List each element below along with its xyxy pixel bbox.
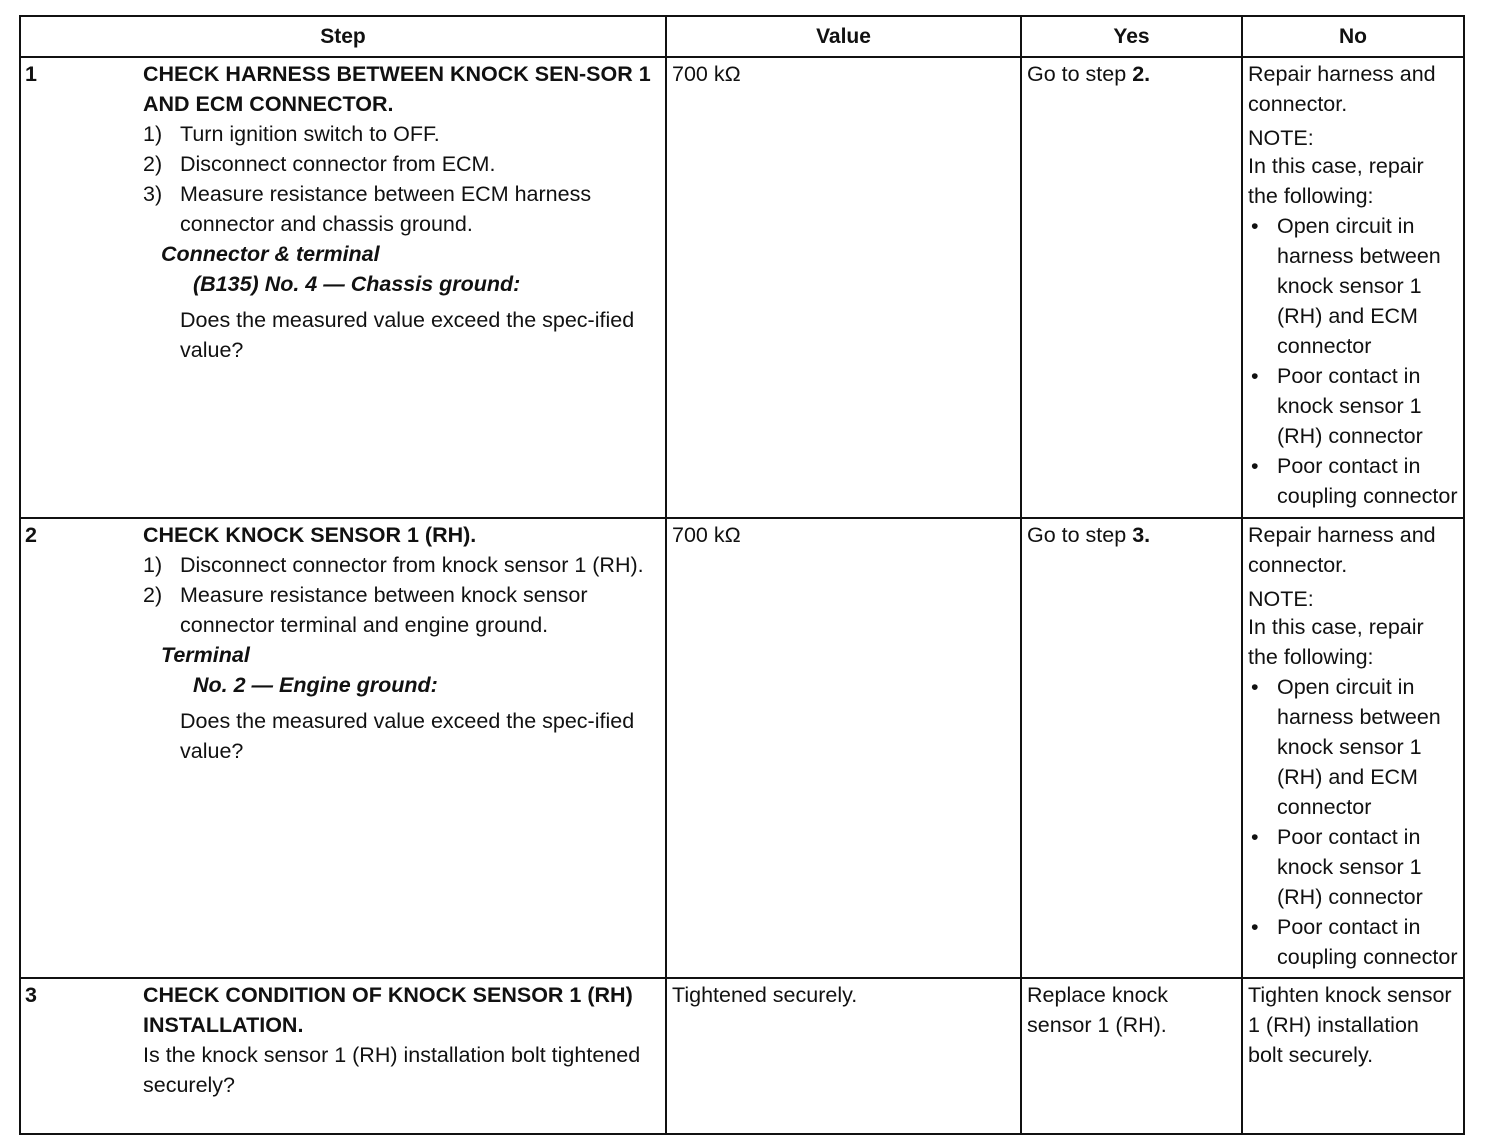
- yes-prefix: Go to step: [1027, 523, 1127, 547]
- step-cell: [20, 57, 666, 518]
- note-label: NOTE:: [1248, 126, 1314, 150]
- item-text: Turn ignition switch to OFF.: [180, 122, 440, 146]
- item-text: Measure resistance between ECM harness connector and chassis ground.: [180, 182, 592, 236]
- yes-prefix: Go to step: [1027, 62, 1127, 86]
- value-text: 700 kΩ: [672, 62, 741, 86]
- spec-label: Connector & terminal: [161, 242, 380, 266]
- step-cell: [20, 978, 666, 1134]
- yes-text: [1022, 58, 1241, 89]
- list-item: [143, 580, 661, 640]
- bullet-icon: •: [1251, 825, 1259, 849]
- step-title: CHECK CONDITION OF KNOCK SENSOR 1 (RH) INSTALLATION.: [143, 983, 633, 1037]
- item-number: 1): [143, 122, 163, 146]
- note-text: In this case, repair the following:: [1248, 615, 1424, 669]
- bullet-icon: •: [1251, 364, 1259, 388]
- value-text: 700 kΩ: [672, 523, 741, 547]
- no-cell: [1242, 518, 1464, 978]
- value-cell: [666, 978, 1021, 1134]
- list-item: [1248, 672, 1458, 822]
- list-item: [1248, 211, 1458, 361]
- list-item: [1248, 912, 1458, 972]
- header-value: Value: [666, 16, 1021, 57]
- step-cell: [20, 518, 666, 978]
- item-text: Disconnect connector from knock sensor 1 (RH).: [180, 553, 644, 577]
- spec-label: Terminal: [161, 643, 250, 667]
- bullet-icon: •: [1251, 915, 1259, 939]
- yes-text: [1022, 519, 1241, 550]
- bullet-icon: •: [1251, 454, 1259, 478]
- header-no: No: [1242, 16, 1464, 57]
- no-cell: [1242, 978, 1464, 1134]
- yes-cell: [1021, 57, 1242, 518]
- note-label: NOTE:: [1248, 587, 1314, 611]
- header-row: [20, 16, 1464, 57]
- note-text: In this case, repair the following:: [1248, 154, 1424, 208]
- list-item: [143, 149, 661, 179]
- list-item: [143, 119, 661, 149]
- step-number: 1: [25, 62, 37, 86]
- step-title: CHECK KNOCK SENSOR 1 (RH).: [143, 523, 477, 547]
- no-main-text: Repair harness and connector.: [1248, 62, 1436, 116]
- yes-cell: [1021, 978, 1242, 1134]
- step-number: 3: [25, 983, 37, 1007]
- bullet-text: Open circuit in harness between knock sensor 1 (RH) and ECM connector: [1277, 214, 1441, 358]
- table-row: [20, 978, 1464, 1134]
- yes-text: Replace knock sensor 1 (RH).: [1027, 983, 1169, 1037]
- list-item: [1248, 361, 1458, 451]
- list-item: [1248, 822, 1458, 912]
- bullet-text: Poor contact in knock sensor 1 (RH) connector: [1277, 364, 1423, 448]
- item-number: 2): [143, 152, 163, 176]
- diagnostic-table: [19, 15, 1465, 1135]
- step-question: Is the knock sensor 1 (RH) installation bolt tightened securely?: [143, 1043, 641, 1097]
- bullet-text: Poor contact in coupling connector: [1277, 454, 1458, 508]
- item-number: 3): [143, 182, 163, 206]
- spec-value: No. 2 — Engine ground:: [193, 673, 438, 697]
- step-ref: 2.: [1132, 62, 1151, 86]
- table-row: [20, 57, 1464, 518]
- bullet-text: Poor contact in knock sensor 1 (RH) connector: [1277, 825, 1423, 909]
- list-item: [143, 179, 661, 239]
- step-question: Does the measured value exceed the spec-ified value?: [180, 308, 635, 362]
- table-row: [20, 518, 1464, 978]
- header-yes: Yes: [1021, 16, 1242, 57]
- value-text: Tightened securely.: [672, 983, 858, 1007]
- list-item: [1248, 451, 1458, 511]
- bullet-icon: •: [1251, 214, 1259, 238]
- no-cell: [1242, 57, 1464, 518]
- item-number: 2): [143, 583, 163, 607]
- list-item: [143, 550, 661, 580]
- step-question: Does the measured value exceed the spec-ified value?: [180, 709, 635, 763]
- item-text: Disconnect connector from ECM.: [180, 152, 496, 176]
- no-main-text: Repair harness and connector.: [1248, 523, 1436, 577]
- bullet-text: Open circuit in harness between knock sensor 1 (RH) and ECM connector: [1277, 675, 1441, 819]
- step-title: CHECK HARNESS BETWEEN KNOCK SEN-SOR 1 AND ECM CONNECTOR.: [143, 62, 651, 116]
- value-cell: [666, 57, 1021, 518]
- header-step: Step: [20, 16, 666, 57]
- step-number: 2: [25, 523, 37, 547]
- item-text: Measure resistance between knock sensor connector terminal and engine ground.: [180, 583, 588, 637]
- no-text: Tighten knock sensor 1 (RH) installation bolt securely.: [1248, 983, 1452, 1067]
- value-cell: [666, 518, 1021, 978]
- spec-value: (B135) No. 4 — Chassis ground:: [193, 272, 521, 296]
- item-number: 1): [143, 553, 163, 577]
- yes-cell: [1021, 518, 1242, 978]
- step-ref: 3.: [1132, 523, 1151, 547]
- bullet-icon: •: [1251, 675, 1259, 699]
- bullet-text: Poor contact in coupling connector: [1277, 915, 1458, 969]
